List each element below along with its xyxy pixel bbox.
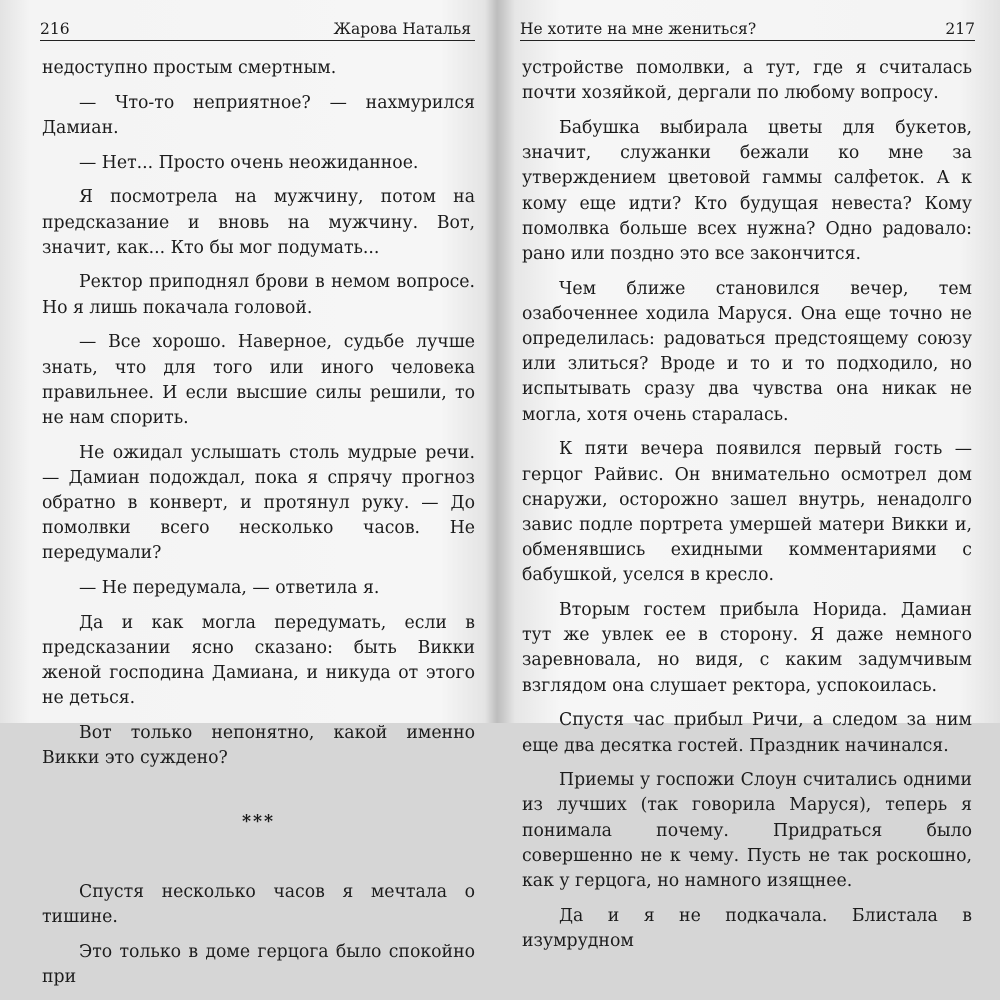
paragraph: Да и я не подкачала. Блистала в изумрудном — [522, 905, 972, 951]
paragraph: Ректор приподнял брови в немом вопросе. Но я лишь покачала головой. — [42, 272, 475, 318]
paragraph: Вот только непонятно, какой именно Викки это суждено? — [42, 723, 475, 769]
paragraph: устройстве помолвки, а тут, где я считалась почти хозяйкой, дергали по любому вопросу. — [522, 58, 972, 104]
right-running-head: Не хотите на мне жениться? — [520, 20, 757, 38]
left-page-header — [40, 18, 475, 41]
paragraph: К пяти вечера появился первый гость — герцог Райвис. Он внимательно осмотрел дом снаружи, осторожно зашел внутрь, ненадолго завис подле портрета умершей матери Викки и, обменявшись ехидными комментариями с бабушкой, уселся в кресло. — [522, 439, 972, 586]
paragraph: Да и как могла передумать, если в предсказании ясно сказано: быть Викки женой господина Дамиана, и никуда от этого не деться. — [42, 612, 475, 709]
left-page — [0, 0, 500, 987]
right-page-number: 217 — [945, 20, 975, 38]
left-page-number: 216 — [40, 20, 70, 38]
paragraph: — Все хорошо. Наверное, судьбе лучше знать, что для того или иного человека правильнее. И если высшие силы решили, то не нам спорить. — [42, 332, 475, 428]
paragraph: недоступно простым смертным. — [42, 58, 337, 78]
paragraph: Чем ближе становился вечер, тем озабоченнее ходила Маруся. Она еще точно не определилась: радоваться предстоящему союзу или злиться? Вроде и то и то подходило, но испытывать сразу два чувства она никак не могла, хотя очень старалась. — [522, 278, 972, 425]
paragraph: — Не передумала, — ответила я. — [79, 578, 380, 599]
paragraph: Спустя час прибыл Ричи, а следом за ним еще два десятка гостей. Праздник начинался. — [522, 710, 972, 756]
paragraph: — Что-то неприятное? — нахмурился Дамиан. — [42, 92, 475, 138]
right-page-body — [522, 56, 972, 964]
paragraph: Не ожидал услышать столь мудрые речи. — Дамиан подождал, пока я спрячу прогноз обратно в конверт, и протянул руку. — До помолвки всего несколько часов. Не передумали? — [42, 442, 475, 564]
paragraph: Спустя несколько часов я мечтала о тишине. — [42, 881, 475, 927]
section-break: *** — [241, 811, 276, 832]
paragraph: Я посмотрела на мужчину, потом на предсказание и вновь на мужчину. Вот, значит, как... Кто бы мог подумать... — [42, 187, 475, 258]
paragraph: Бабушка выбирала цветы для букетов, значит, служанки бежали ко мне за утверждением цветовой гаммы салфеток. А к кому еще идти? Кто будущая невеста? Кому помолвка больше всех нужна? Одно радовало: рано или поздно это все закончится. — [522, 117, 972, 264]
paragraph: Это только в доме герцога было спокойно при — [42, 941, 475, 987]
paragraph: — Нет... Просто очень неожиданное. — [79, 152, 419, 173]
right-page-header — [520, 18, 975, 41]
left-running-head: Жарова Наталья — [333, 20, 471, 38]
left-page-body — [42, 56, 475, 1000]
paragraph: Вторым гостем прибыла Норида. Дамиан тут же увлек ее в сторону. Я даже немного заревновала, но видя, с каким задумчивым взглядом она слушает ректора, успокоилась. — [522, 600, 972, 696]
paragraph: Приемы у госпожи Слоун считались одними из лучших (так говорила Маруся), теперь я понимала почему. Придраться было совершенно не к чему. Пусть не так роскошно, как у герцога, но намного изящнее. — [522, 770, 972, 892]
